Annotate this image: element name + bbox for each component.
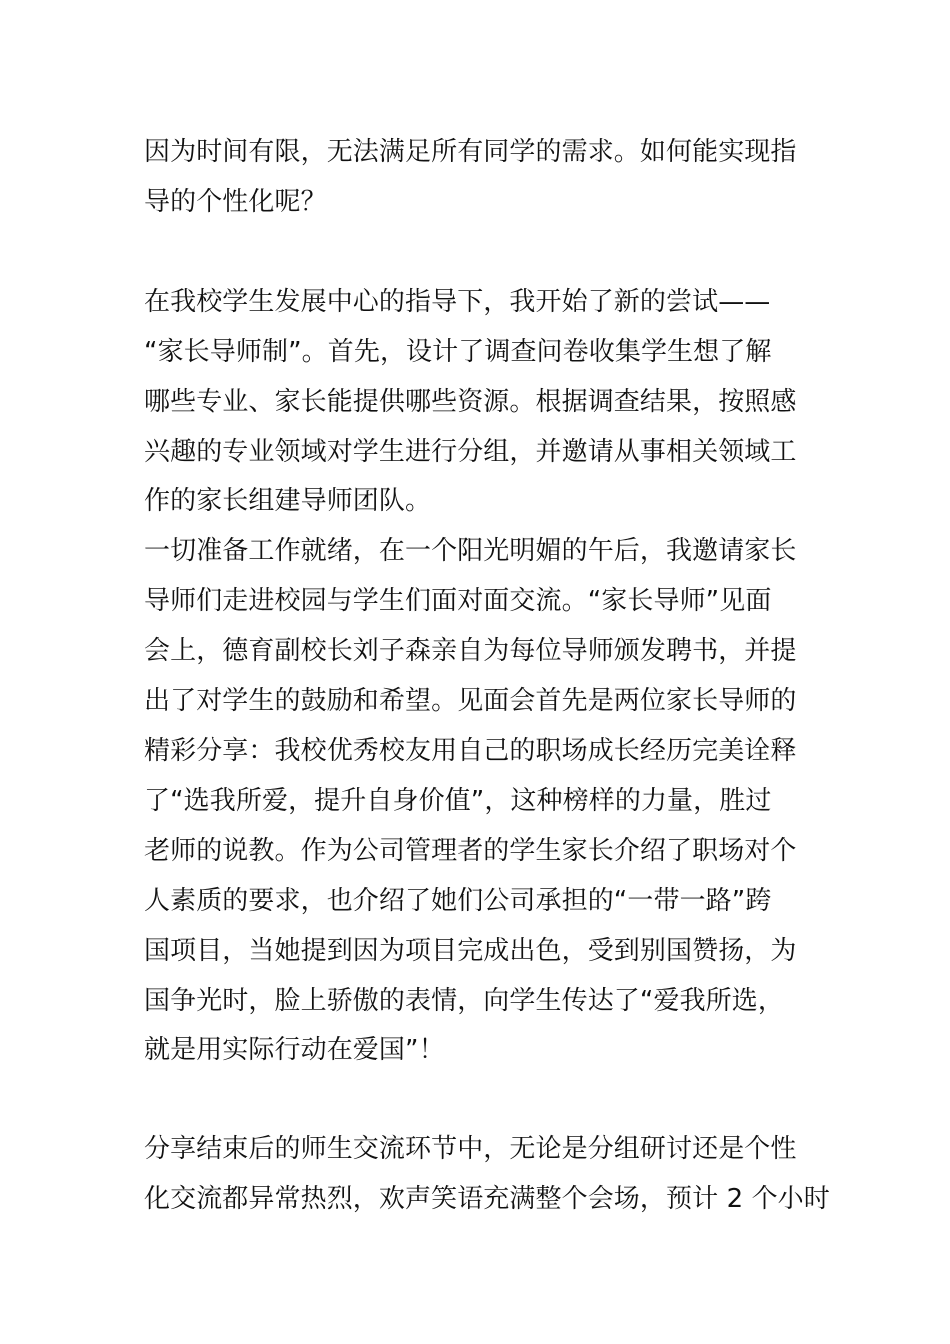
text-line-7: 作的家长组建导师团队。	[144, 486, 432, 516]
text-line-6: 兴趣的专业领域对学生进行分组，并邀请从事相关领域工	[144, 437, 797, 467]
text-line-17: 国争光时，脸上骄傲的表情，向学生传达了“爱我所选，	[144, 986, 784, 1016]
text-line-14: 老师的说教。作为公司管理者的学生家长介绍了职场对个	[144, 836, 797, 866]
text-line-15: 人素质的要求，也介绍了她们公司承担的“一带一路”跨	[144, 886, 772, 916]
text-line-13: 了“选我所爱，提升自身价值”，这种榜样的力量，胜过	[144, 786, 772, 816]
text-line-8: 一切准备工作就绪，在一个阳光明媚的午后，我邀请家长	[144, 536, 797, 566]
text-line-1: 因为时间有限，无法满足所有同学的需求。如何能实现指	[144, 137, 797, 167]
text-line-18: 就是用实际行动在爱国”！	[144, 1035, 445, 1065]
text-line-10: 会上，德育副校长刘子森亲自为每位导师颁发聘书，并提	[144, 636, 797, 666]
text-line-4: “家长导师制”。首先，设计了调查问卷收集学生想了解	[144, 337, 772, 367]
text-line-3: 在我校学生发展中心的指导下，我开始了新的尝试——	[144, 287, 771, 317]
text-line-12: 精彩分享：我校优秀校友用自己的职场成长经历完美诠释	[144, 736, 797, 766]
text-line-9: 导师们走进校园与学生们面对面交流。“家长导师”见面	[144, 586, 772, 616]
text-line-16: 国项目，当她提到因为项目完成出色，受到别国赞扬，为	[144, 936, 797, 966]
text-line-19: 分享结束后的师生交流环节中，无论是分组研讨还是个性	[144, 1134, 797, 1164]
text-line-20: 化交流都异常热烈，欢声笑语充满整个会场，预计 2 个小时	[144, 1184, 830, 1214]
text-line-2: 导的个性化呢？	[144, 187, 327, 217]
text-line-5: 哪些专业、家长能提供哪些资源。根据调查结果，按照感	[144, 387, 797, 417]
text-line-11: 出了对学生的鼓励和希望。见面会首先是两位家长导师的	[144, 686, 797, 716]
